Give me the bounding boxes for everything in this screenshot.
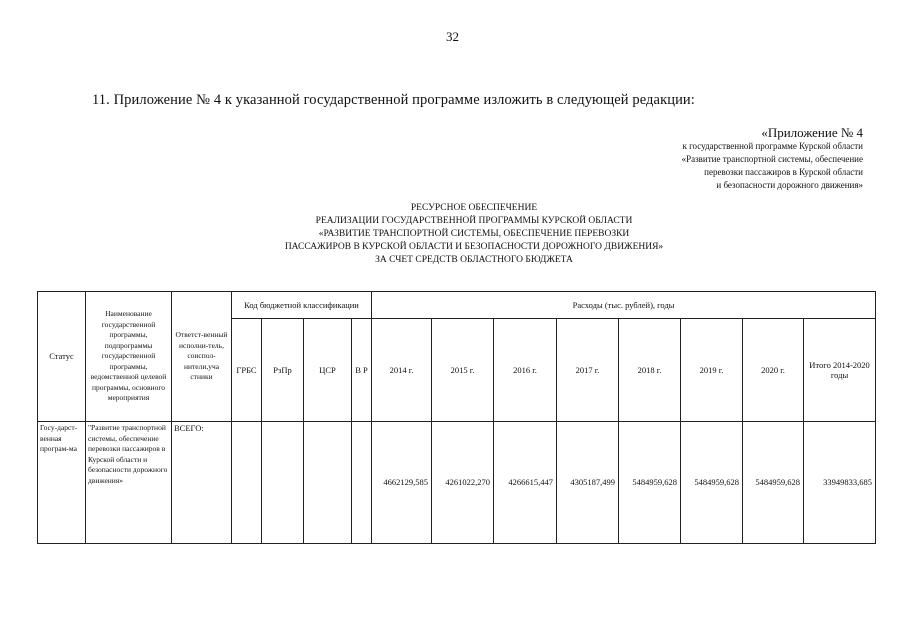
row-value: 5484959,628 xyxy=(743,422,804,544)
resource-table xyxy=(37,291,876,544)
document-title-line: ЗА СЧЕТ СРЕДСТВ ОБЛАСТНОГО БЮДЖЕТА xyxy=(375,255,573,265)
row-program-name: "Развитие транспортной системы, обеспечение перевозки пассажиров в Курской области и безопасности дорожного движения» xyxy=(86,422,172,544)
row-value: 4662129,585 xyxy=(372,422,432,544)
header-year: 2016 г. xyxy=(494,319,557,422)
header-total: Итого 2014-2020 годы xyxy=(804,319,876,422)
row-status: Госу-дарст-венная програм-ма xyxy=(38,422,86,544)
appendix-line: к государственной программе Курской области xyxy=(682,141,863,151)
row-total: 33949833,685 xyxy=(804,422,876,544)
row-value: 4305187,499 xyxy=(557,422,619,544)
header-grbs: ГРБС xyxy=(232,319,262,422)
row-value: 5484959,628 xyxy=(619,422,681,544)
intro-text: 11. Приложение № 4 к указанной государственной программе изложить в следующей редакции: xyxy=(92,92,695,108)
document-title-line: «РАЗВИТИЕ ТРАНСПОРТНОЙ СИСТЕМЫ, ОБЕСПЕЧЕНИЕ ПЕРЕВОЗКИ xyxy=(318,229,630,239)
row-value: 5484959,628 xyxy=(681,422,743,544)
row-csr xyxy=(304,422,352,544)
row-vr xyxy=(352,422,372,544)
header-year: 2019 г. xyxy=(681,319,743,422)
header-year: 2014 г. xyxy=(372,319,432,422)
header-year: 2020 г. xyxy=(743,319,804,422)
appendix-line: перевозки пассажиров в Курской области xyxy=(704,167,863,177)
row-value: 4261022,270 xyxy=(432,422,494,544)
appendix-line: «Развитие транспортной системы, обеспечение xyxy=(681,154,863,164)
header-expenses: Расходы (тыс. рублей), годы xyxy=(372,292,876,319)
header-year: 2015 г. xyxy=(432,319,494,422)
page-number: 32 xyxy=(446,29,459,44)
appendix-title: «Приложение № 4 xyxy=(761,125,863,140)
row-executor: ВСЕГО: xyxy=(172,422,232,544)
appendix-line: и безопасности дорожного движения» xyxy=(716,180,863,190)
header-status: Статус xyxy=(38,292,86,422)
row-value: 4266615,447 xyxy=(494,422,557,544)
header-vr: В Р xyxy=(352,319,372,422)
header-csr: ЦСР xyxy=(304,319,352,422)
header-rzpr: РзПр xyxy=(262,319,304,422)
header-budget-code: Код бюджетной классификации xyxy=(232,292,372,319)
document-title-line: РЕСУРСНОЕ ОБЕСПЕЧЕНИЕ xyxy=(410,203,538,213)
row-grbs xyxy=(232,422,262,544)
document-title-line: РЕАЛИЗАЦИИ ГОСУДАРСТВЕННОЙ ПРОГРАММЫ КУРСКОЙ ОБЛАСТИ xyxy=(315,216,633,226)
appendix-reference xyxy=(682,125,863,192)
document-title xyxy=(229,202,719,267)
header-program-name: Наименование государственной программы, подпрограммы государственной программы, ведомственной целевой программы, основного мероприятия xyxy=(86,292,172,422)
header-year: 2018 г. xyxy=(619,319,681,422)
document-title-line: ПАССАЖИРОВ В КУРСКОЙ ОБЛАСТИ И БЕЗОПАСНОСТИ ДОРОЖНОГО ДВИЖЕНИЯ» xyxy=(284,242,664,252)
header-executor: Ответст-венный исполни-тель, соиспол-нители,уча стники xyxy=(172,292,232,422)
table-row xyxy=(38,422,876,544)
row-rzpr xyxy=(262,422,304,544)
header-year: 2017 г. xyxy=(557,319,619,422)
